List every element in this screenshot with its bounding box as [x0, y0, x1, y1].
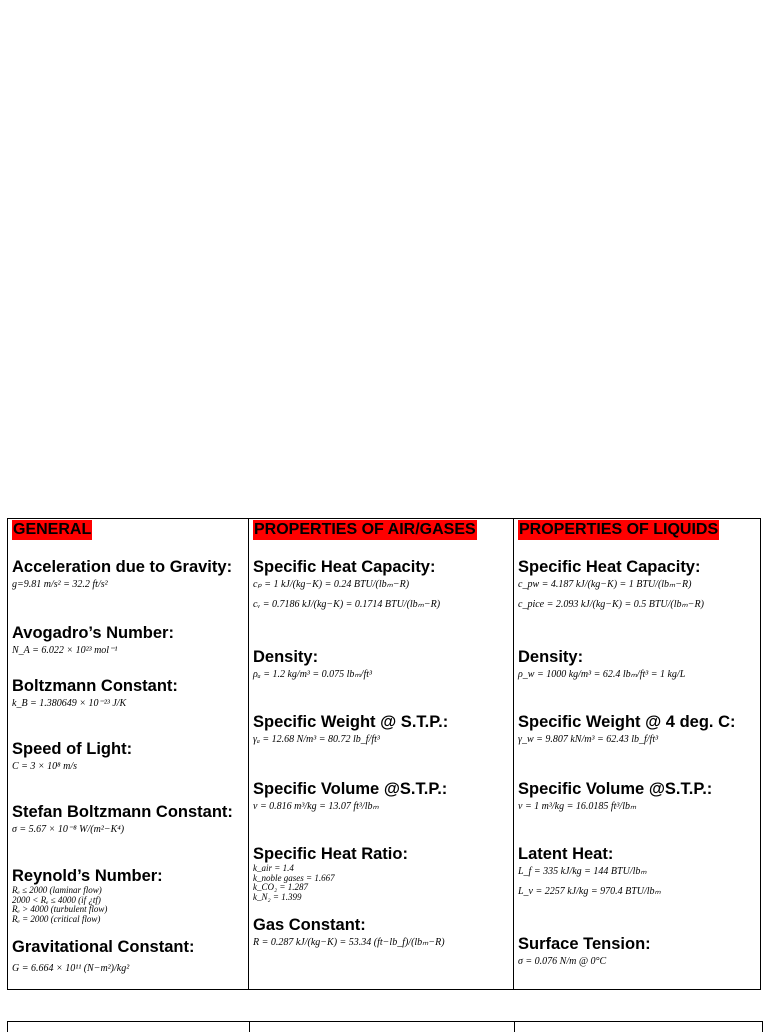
formula: c_pw = 4.187 kJ/(kg−K) = 1 BTU/(lbₘ−R) — [518, 579, 692, 590]
section-liquid-specific-heat — [518, 558, 758, 611]
formula: γₐ = 12.68 N/m³ = 80.72 lb_f/ft³ — [253, 734, 380, 745]
formula: cᵥ = 0.7186 kJ/(kg−K) = 0.1714 BTU/(lbₘ−R) — [253, 599, 441, 610]
section-title: Specific Heat Ratio: — [253, 845, 408, 863]
formula: c_pice = 2.093 kJ/(kg−K) = 0.5 BTU/(lbₘ−R) — [518, 599, 704, 610]
column-air-gases — [249, 519, 514, 989]
section-title: Avogadro’s Number: — [12, 624, 174, 642]
section-title: Density: — [253, 648, 319, 666]
section-title: Gas Constant: — [253, 916, 366, 934]
formula: v = 0.816 m³/kg = 13.07 ft³/lbₘ — [253, 801, 379, 812]
header-liquids: PROPERTIES OF LIQUIDS — [519, 521, 719, 538]
column-liquids — [514, 519, 760, 989]
section-air-specific-heat-ratio — [253, 845, 511, 902]
section-avogadro — [12, 624, 246, 657]
section-title: Gravitational Constant: — [12, 938, 195, 956]
formula: L_v = 2257 kJ/kg = 970.4 BTU/lbₘ — [518, 886, 661, 897]
section-gravitational-constant — [12, 938, 246, 975]
section-title: Boltzmann Constant: — [12, 677, 178, 695]
formula: g=9.81 m/s² = 32.2 ft/s² — [12, 579, 108, 590]
section-surface-tension — [518, 935, 758, 968]
section-liquid-specific-volume — [518, 780, 758, 813]
formula: N_A = 6.022 × 10²³ mol⁻¹ — [12, 645, 118, 656]
section-title: Surface Tension: — [518, 935, 651, 953]
section-title: Specific Weight @ 4 deg. C: — [518, 713, 736, 731]
formula: v = 1 m³/kg = 16.0185 ft³/lbₘ — [518, 801, 637, 812]
section-title: Specific Volume @S.T.P.: — [253, 780, 448, 798]
header-general: GENERAL — [13, 521, 92, 538]
header-air-gases: PROPERTIES OF AIR/GASES — [254, 521, 476, 538]
section-title: Density: — [518, 648, 584, 666]
formula: k_N₂ = 1.399 — [253, 891, 302, 902]
section-air-specific-weight — [253, 713, 511, 746]
formula: k_CO₂ = 1.287 — [253, 882, 308, 892]
section-title: Latent Heat: — [518, 845, 614, 863]
next-table-edge — [7, 1021, 763, 1032]
formula: ρ_w = 1000 kg/m³ = 62.4 lbₘ/ft³ = 1 kg/L — [518, 669, 686, 680]
formula: Rₑ ≤ 2000 (laminar flow) — [12, 885, 102, 895]
formula: Rₑ > 4000 (turbulent flow) — [12, 904, 108, 914]
section-latent-heat — [518, 845, 758, 898]
formula: k_air = 1.4 — [253, 863, 294, 873]
section-air-specific-heat — [253, 558, 511, 611]
formula: cₚ = 1 kJ/(kg−K) = 0.24 BTU/(lbₘ−R) — [253, 579, 410, 590]
section-boltzmann — [12, 677, 246, 710]
formula-table — [7, 518, 761, 990]
section-title: Specific Heat Capacity: — [518, 558, 701, 576]
formula: ρₐ = 1.2 kg/m³ = 0.075 lbₘ/ft³ — [253, 669, 372, 680]
section-title: Specific Volume @S.T.P.: — [518, 780, 713, 798]
section-title: Speed of Light: — [12, 740, 133, 758]
section-reynolds — [12, 867, 246, 924]
formula: L_f = 335 kJ/kg = 144 BTU/lbₘ — [518, 866, 647, 877]
formula: G = 6.664 × 10¹¹ (N−m²)/kg² — [12, 963, 130, 974]
formula: σ = 0.076 N/m @ 0°C — [518, 956, 607, 967]
section-title: Reynold’s Number: — [12, 867, 163, 885]
formula: σ = 5.67 × 10⁻⁸ W/(m²−K⁴) — [12, 824, 125, 835]
section-speed-of-light — [12, 740, 246, 773]
formula: k_B = 1.380649 × 10⁻²³ J/K — [12, 698, 127, 709]
formula: γ_w = 9.807 kN/m³ = 62.43 lb_f/ft³ — [518, 734, 659, 745]
section-title: Acceleration due to Gravity: — [12, 558, 233, 576]
section-liquid-specific-weight — [518, 713, 758, 746]
formula: Rₑ = 2000 (critical flow) — [12, 913, 101, 924]
section-title: Specific Heat Capacity: — [253, 558, 436, 576]
formula: k_noble gases = 1.667 — [253, 872, 335, 883]
formula: R = 0.287 kJ/(kg−K) = 53.34 (ft−lb_f)/(lbₘ−R) — [253, 937, 445, 948]
section-air-density — [253, 648, 511, 681]
section-liquid-density — [518, 648, 758, 681]
section-gravity — [12, 558, 246, 591]
section-gas-constant — [253, 916, 511, 949]
column-general — [8, 519, 249, 989]
section-title: Specific Weight @ S.T.P.: — [253, 713, 449, 731]
section-air-specific-volume — [253, 780, 511, 813]
section-title: Stefan Boltzmann Constant: — [12, 803, 233, 821]
formula: C = 3 × 10⁸ m/s — [12, 761, 78, 772]
section-stefan-boltzmann — [12, 803, 246, 836]
formula: 2000 < Rₑ ≤ 4000 (if ¿tf) — [12, 894, 101, 905]
